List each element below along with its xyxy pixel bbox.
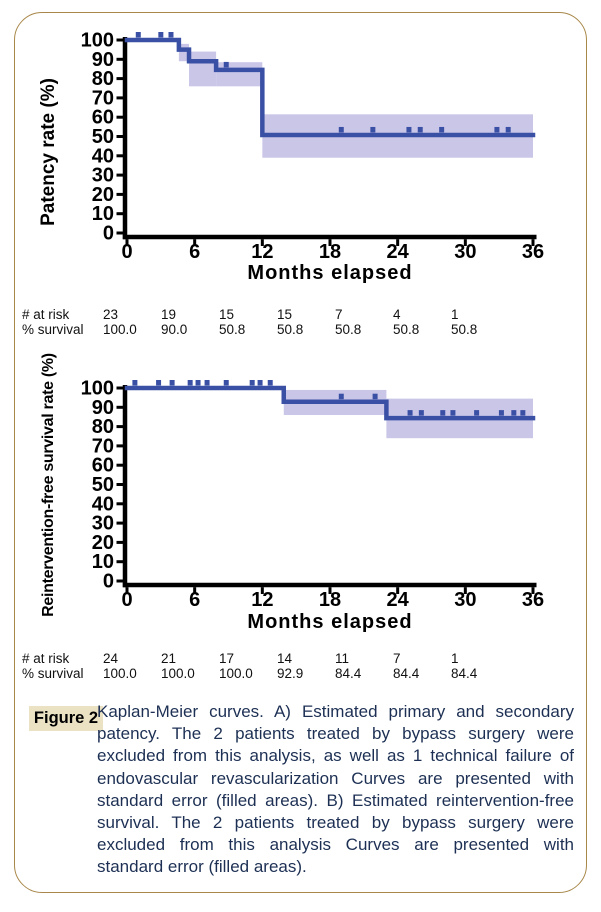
- y-tick-label: 20: [91, 183, 114, 206]
- risk-value: 84.4: [393, 665, 420, 681]
- chart-b-x-axis-label: Months elapsed: [247, 611, 413, 633]
- risk-row-label: % survival: [22, 321, 84, 337]
- risk-value: 1: [451, 651, 459, 666]
- x-tick-label: 6: [189, 241, 201, 263]
- x-tick-label: 30: [454, 241, 477, 263]
- figure-caption: Kaplan-Meier curves. A) Estimated primary and secondary patency. The 2 patients treated by bypass surgery were excluded from this analysis, as well as 1 technical failure of endovascular revascularization Curves are presented with standard error (filled areas). B) Estimated reintervention-free survival. The 2 patients treated by bypass surgery were excluded from this analysis Curves are presented with standard error (filled areas).: [97, 702, 574, 877]
- risk-table-a: [22, 308, 509, 337]
- risk-value: 84.4: [451, 665, 478, 681]
- x-tick-label: 24: [386, 241, 409, 263]
- y-tick-label: 80: [91, 416, 114, 439]
- risk-value: 7: [393, 651, 401, 666]
- risk-value: 90.0: [161, 321, 188, 337]
- x-tick-label: 30: [454, 589, 477, 611]
- risk-value: 11: [335, 651, 350, 666]
- y-tick-label: 0: [102, 222, 114, 245]
- x-tick-label: 18: [318, 589, 342, 611]
- y-tick-label: 70: [91, 435, 114, 458]
- y-tick-label: 10: [91, 203, 114, 226]
- risk-value: 50.8: [277, 321, 304, 337]
- y-tick-label: 30: [91, 512, 114, 535]
- risk-value: 14: [277, 651, 293, 666]
- risk-row-label: # at risk: [22, 307, 70, 322]
- x-tick-label: 24: [386, 589, 409, 611]
- chart-b-y-axis-label: Reintervention-free survival rate (%): [40, 353, 57, 617]
- risk-value: 50.8: [393, 321, 420, 337]
- risk-value: 17: [219, 651, 235, 666]
- y-tick-label: 40: [91, 493, 114, 516]
- y-tick-label: 70: [91, 87, 114, 110]
- risk-value: 4: [393, 307, 401, 322]
- x-tick-label: 18: [318, 241, 342, 263]
- risk-value: 7: [335, 307, 343, 322]
- y-tick-label: 10: [91, 551, 114, 574]
- y-tick-label: 0: [102, 570, 114, 593]
- risk-value: 50.8: [451, 321, 478, 337]
- x-tick-label: 36: [521, 589, 545, 611]
- y-tick-label: 90: [91, 396, 114, 419]
- x-tick-label: 0: [121, 589, 133, 611]
- risk-value: 100.0: [103, 321, 137, 337]
- y-tick-label: 60: [91, 106, 114, 129]
- risk-value: 24: [103, 651, 119, 666]
- x-tick-label: 12: [251, 241, 274, 263]
- y-tick-label: 50: [91, 126, 114, 148]
- risk-value: 50.8: [219, 321, 246, 337]
- risk-value: 19: [161, 307, 177, 322]
- y-tick-label: 20: [91, 531, 114, 554]
- risk-value: 92.9: [277, 665, 304, 681]
- chart-a-x-axis-label: Months elapsed: [247, 262, 413, 284]
- x-tick-label: 12: [251, 589, 274, 611]
- x-tick-label: 6: [189, 589, 201, 611]
- risk-value: 23: [103, 307, 119, 322]
- risk-row-label: # at risk: [22, 651, 70, 666]
- risk-value: 100.0: [219, 665, 253, 681]
- x-tick-label: 0: [121, 241, 133, 263]
- risk-value: 15: [219, 307, 235, 322]
- risk-value: 84.4: [335, 665, 362, 681]
- risk-value: 50.8: [335, 321, 362, 337]
- y-tick-label: 100: [80, 377, 114, 400]
- y-tick-label: 50: [91, 474, 114, 496]
- y-tick-label: 40: [91, 145, 114, 168]
- chart-a-y-axis-label: Patency rate (%): [38, 78, 59, 226]
- risk-value: 100.0: [103, 665, 137, 681]
- figure-number-label: Figure 2: [29, 706, 103, 731]
- risk-row-label: % survival: [22, 665, 84, 681]
- risk-value: 21: [161, 651, 177, 666]
- y-tick-label: 60: [91, 454, 114, 477]
- risk-value: 15: [277, 307, 293, 322]
- risk-value: 100.0: [161, 665, 195, 681]
- y-tick-label: 80: [91, 68, 114, 91]
- y-tick-label: 30: [91, 164, 114, 187]
- x-tick-label: 36: [521, 241, 545, 263]
- risk-table-b: [22, 652, 509, 681]
- y-tick-label: 90: [91, 48, 114, 71]
- risk-value: 1: [451, 307, 459, 322]
- y-tick-label: 100: [80, 29, 114, 52]
